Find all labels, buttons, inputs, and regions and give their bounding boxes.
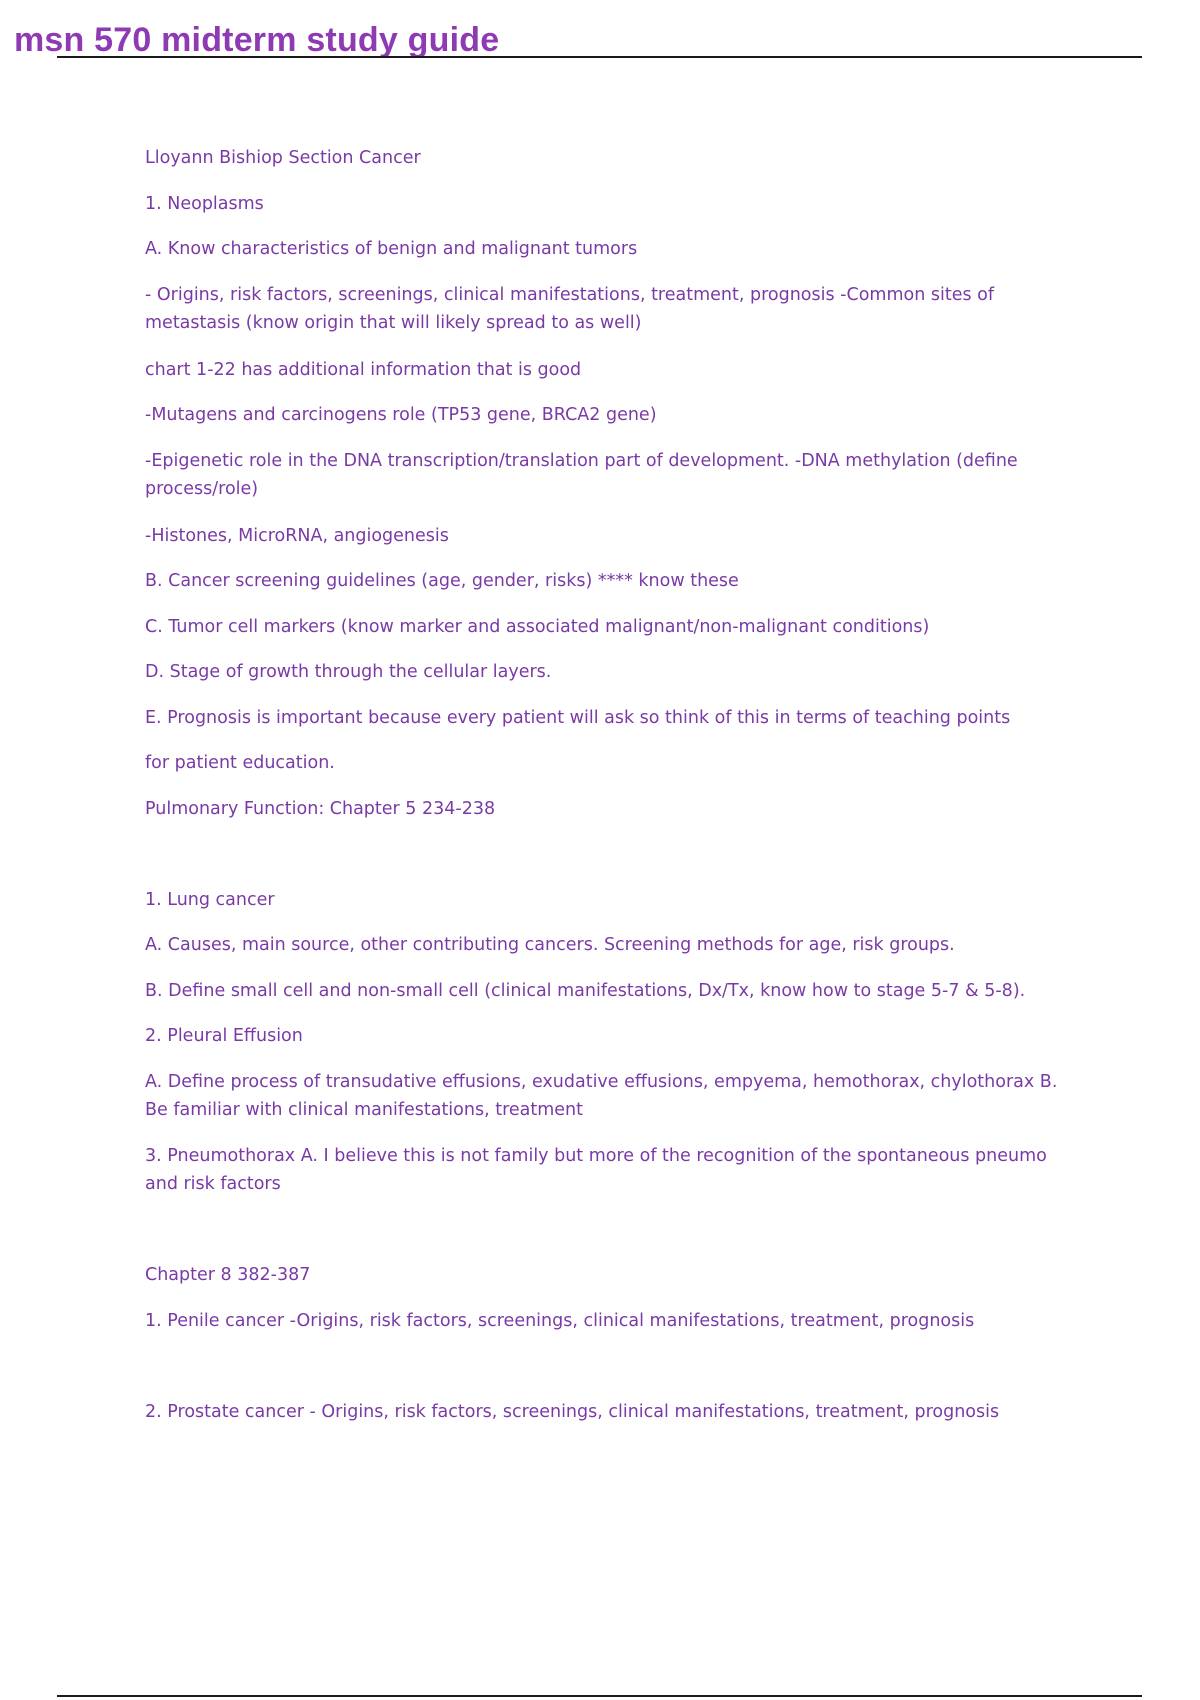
header-divider <box>57 56 1142 58</box>
author-section-line: Lloyann Bishiop Section Cancer <box>145 148 421 168</box>
item-penile-cancer: 1. Penile cancer -Origins, risk factors, screenings, clinical manifestations, treatment, prognosis <box>145 1311 975 1331</box>
item-screening-guidelines: B. Cancer screening guidelines (age, gender, risks) **** know these <box>145 571 739 591</box>
heading-chapter-8: Chapter 8 382-387 <box>145 1265 311 1285</box>
document-title: msn 570 midterm study guide <box>14 21 500 59</box>
heading-pulmonary-function: Pulmonary Function: Chapter 5 234-238 <box>145 799 496 819</box>
item-mutagens: -Mutagens and carcinogens role (TP53 gene, BRCA2 gene) <box>145 405 657 425</box>
heading-lung-cancer: 1. Lung cancer <box>145 890 275 910</box>
item-pneumothorax: 3. Pneumothorax A. I believe this is not family but more of the recognition of the spontaneous pneumo and risk factors <box>145 1146 1047 1194</box>
item-small-cell: B. Define small cell and non-small cell (clinical manifestations, Dx/Tx, know how to stage 5-7 & 5-8). <box>145 981 1026 1001</box>
item-benign-malignant: A. Know characteristics of benign and malignant tumors <box>145 239 638 259</box>
item-chart-note: chart 1-22 has additional information that is good <box>145 360 582 380</box>
item-patient-education: for patient education. <box>145 753 335 773</box>
item-tumor-markers: C. Tumor cell markers (know marker and associated malignant/non-malignant conditions) <box>145 617 930 637</box>
item-epigenetic: -Epigenetic role in the DNA transcription/translation part of development. -DNA methylation (define process/role) <box>145 451 1018 499</box>
item-histones: -Histones, MicroRNA, angiogenesis <box>145 526 449 546</box>
heading-neoplasms: 1. Neoplasms <box>145 194 264 214</box>
item-effusion-types: A. Define process of transudative effusions, exudative effusions, empyema, hemothorax, chylothorax B. Be familiar with clinical manifestations, treatment <box>145 1072 1058 1120</box>
item-prostate-cancer: 2. Prostate cancer - Origins, risk factors, screenings, clinical manifestations, treatment, prognosis <box>145 1402 1000 1422</box>
footer-divider <box>57 1695 1142 1697</box>
heading-pleural-effusion: 2. Pleural Effusion <box>145 1026 303 1046</box>
item-lung-causes: A. Causes, main source, other contributing cancers. Screening methods for age, risk groups. <box>145 935 955 955</box>
item-origins-metastasis: - Origins, risk factors, screenings, clinical manifestations, treatment, prognosis -Common sites of metastasis (know origin that will likely spread to as well) <box>145 285 995 333</box>
item-prognosis: E. Prognosis is important because every patient will ask so think of this in terms of teaching points <box>145 708 1011 728</box>
item-stage-growth: D. Stage of growth through the cellular layers. <box>145 662 552 682</box>
